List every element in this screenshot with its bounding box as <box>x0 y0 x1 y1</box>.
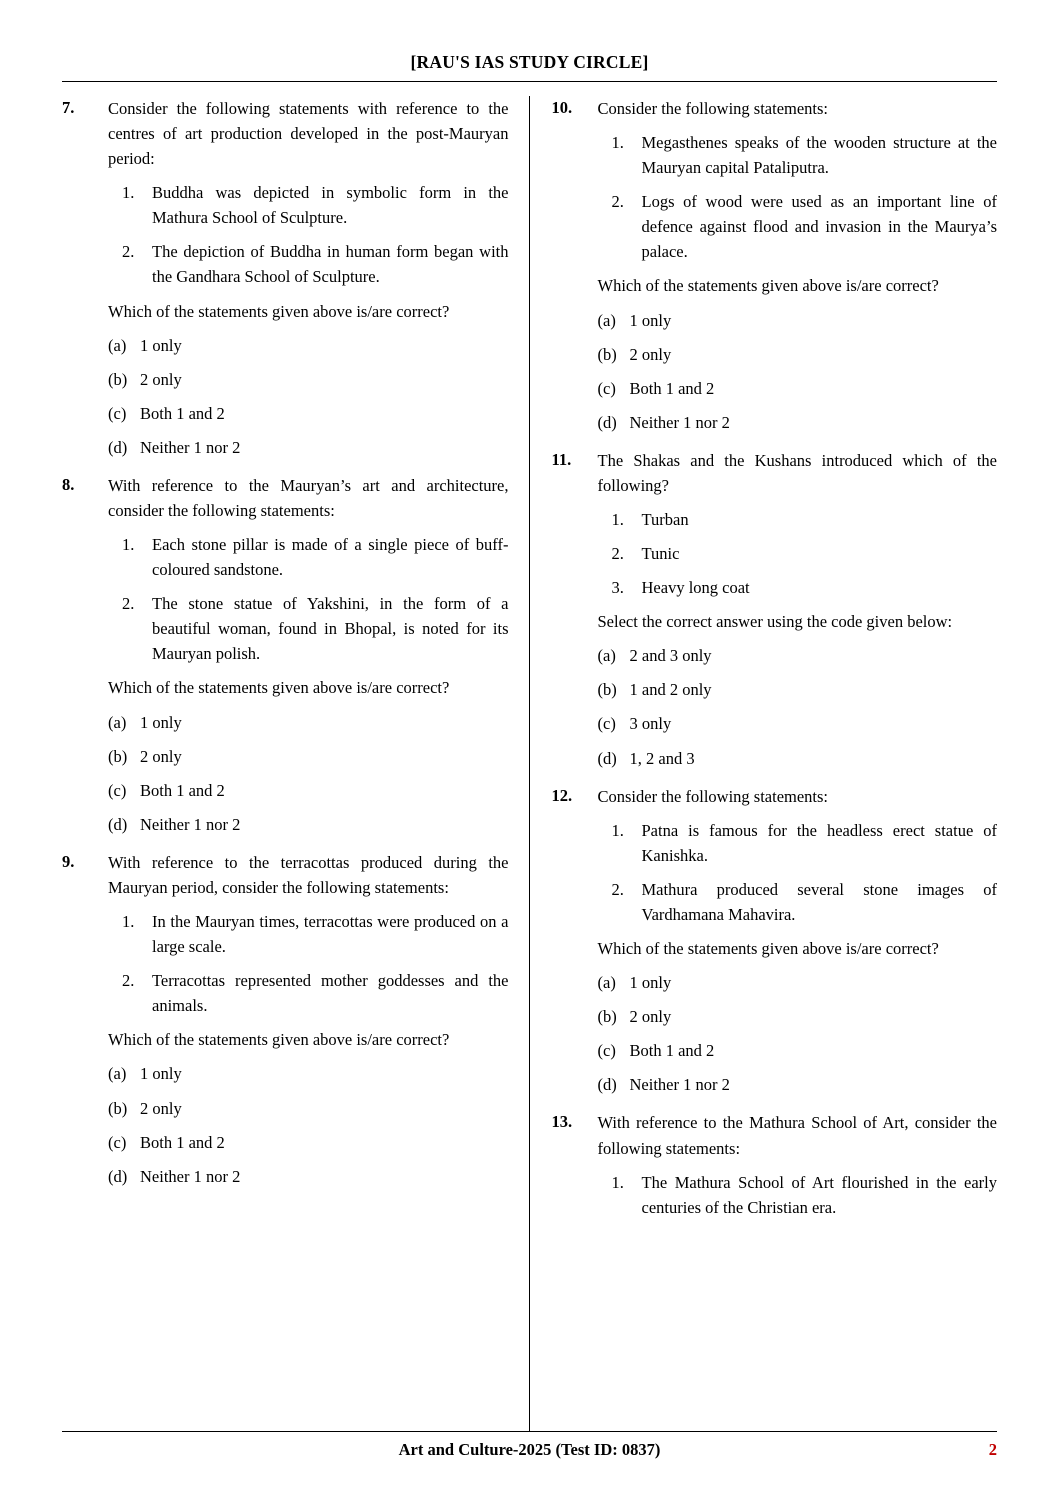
statement-number: 1. <box>611 820 624 840</box>
question-row <box>62 850 509 1198</box>
question-body <box>598 448 998 780</box>
option-text: 1 only <box>629 973 672 993</box>
option-key: (c) <box>108 1132 127 1152</box>
statement-number: 2. <box>611 192 624 212</box>
footer-page-number: 2 <box>988 1440 997 1459</box>
statement-text: Terracottas represented mother goddesses and the animals. <box>152 971 509 1016</box>
statement-number: 1. <box>611 510 624 530</box>
option-key: (d) <box>597 748 617 768</box>
statement-text: Each stone pillar is made of a single piece of buff-coloured sandstone. <box>152 535 509 580</box>
option-key: (b) <box>108 1098 128 1118</box>
option-text: Both 1 and 2 <box>629 378 715 398</box>
answer-option[interactable] <box>598 746 998 771</box>
question-block <box>552 448 998 780</box>
answer-option[interactable] <box>598 376 998 401</box>
question-stem: Consider the following statements: <box>597 99 829 118</box>
option-text: Neither 1 nor 2 <box>140 437 241 457</box>
question-number: 10. <box>551 98 573 117</box>
option-text: Both 1 and 2 <box>140 1132 225 1152</box>
question-block <box>62 473 509 846</box>
option-key: (b) <box>108 746 128 766</box>
option-key: (c) <box>108 780 127 800</box>
option-text: Both 1 and 2 <box>629 1041 715 1061</box>
question-row <box>552 784 998 1107</box>
option-key: (a) <box>108 1064 127 1084</box>
option-key: (c) <box>597 1041 616 1061</box>
statement-item <box>598 1170 998 1220</box>
option-text: 1 and 2 only <box>629 680 712 700</box>
option-key: (a) <box>597 646 616 666</box>
statement-item <box>108 909 509 959</box>
statement-item <box>108 239 509 289</box>
answer-option[interactable] <box>598 1038 998 1063</box>
question-directive: Which of the statements given above is/are correct? <box>108 678 450 698</box>
question-block <box>552 1110 998 1228</box>
question-body <box>598 1110 998 1228</box>
statement-item <box>598 130 998 180</box>
question-number: 12. <box>551 785 573 805</box>
statement-text: Turban <box>641 510 689 530</box>
footer-title: Art and Culture-2025 (Test ID: 0837) <box>398 1440 661 1459</box>
option-key: (b) <box>597 1007 617 1027</box>
statement-text: Mathura produced several stone images of Vardhamana Mahavira. <box>641 879 997 924</box>
question-number: 13. <box>551 1112 573 1132</box>
option-key: (c) <box>108 403 127 423</box>
statement-text: Tunic <box>641 544 680 564</box>
answer-option[interactable] <box>598 1004 998 1029</box>
question-directive: Which of the statements given above is/are correct? <box>108 301 450 321</box>
statement-number: 1. <box>122 183 135 203</box>
question-stem: Consider the following statements with reference to the centres of art production developed in the post-Mauryan period: <box>108 99 509 169</box>
option-key: (b) <box>597 344 617 364</box>
statement-item <box>598 877 998 927</box>
question-directive: Select the correct answer using the code given below: <box>597 612 953 632</box>
statement-item <box>108 591 509 666</box>
statement-item <box>598 507 998 532</box>
option-key: (a) <box>108 335 127 355</box>
option-key: (a) <box>597 310 616 330</box>
question-body <box>108 473 509 846</box>
option-key: (d) <box>108 814 128 834</box>
statement-number: 2. <box>611 544 624 564</box>
option-text: Neither 1 nor 2 <box>140 814 241 834</box>
question-block <box>62 850 509 1198</box>
option-text: Neither 1 nor 2 <box>629 412 730 432</box>
answer-option[interactable] <box>108 1061 509 1086</box>
statement-text: Megasthenes speaks of the wooden structure at the Mauryan capital Pataliputra. <box>641 133 997 178</box>
statement-text: The stone statue of Yakshini, in the form of a beautiful woman, found in Bhopal, is noted for its Mauryan polish. <box>152 594 509 664</box>
answer-option[interactable] <box>598 711 998 736</box>
answer-option[interactable] <box>598 410 998 435</box>
question-block <box>552 96 998 444</box>
statement-number: 2. <box>611 879 624 899</box>
question-stem: Consider the following statements: <box>597 786 829 806</box>
option-text: 2 only <box>140 746 182 766</box>
question-number: 9. <box>62 851 75 871</box>
question-row <box>552 1110 998 1228</box>
statement-item <box>598 818 998 868</box>
statement-item <box>598 189 998 264</box>
answer-option[interactable] <box>108 1096 509 1121</box>
option-text: 1 only <box>629 310 672 330</box>
answer-option[interactable] <box>108 1130 509 1155</box>
question-number: 8. <box>62 474 75 494</box>
statement-item <box>598 575 998 600</box>
answer-option[interactable] <box>108 710 509 735</box>
question-number: 11. <box>551 449 572 469</box>
statement-item <box>108 532 509 582</box>
option-text: 1 only <box>140 1064 182 1084</box>
option-key: (d) <box>597 1075 617 1095</box>
answer-option[interactable] <box>108 333 509 358</box>
statement-number: 1. <box>122 535 135 555</box>
page-header: [RAU'S IAS STUDY CIRCLE] <box>62 52 997 82</box>
option-key: (d) <box>108 1166 128 1186</box>
statement-number: 2. <box>122 594 135 614</box>
answer-option[interactable] <box>108 744 509 769</box>
statement-number: 3. <box>611 578 624 598</box>
answer-option[interactable] <box>598 1072 998 1097</box>
statement-item <box>108 968 509 1018</box>
question-stem: The Shakas and the Kushans introduced which of the following? <box>597 450 997 495</box>
statement-text: The depiction of Buddha in human form began with the Gandhara School of Sculpture. <box>152 242 509 287</box>
option-text: Both 1 and 2 <box>140 403 225 423</box>
answer-option[interactable] <box>108 401 509 426</box>
answer-option[interactable] <box>108 435 509 460</box>
column-left <box>62 96 530 1431</box>
question-row <box>62 96 509 469</box>
option-key: (d) <box>597 412 617 432</box>
answer-option[interactable] <box>108 1164 509 1189</box>
option-text: Neither 1 nor 2 <box>140 1166 241 1186</box>
answer-option[interactable] <box>108 812 509 837</box>
question-stem: With reference to the Mauryan’s art and architecture, consider the following statements: <box>108 475 509 521</box>
statement-item <box>598 541 998 566</box>
option-text: 1 only <box>140 335 182 355</box>
question-body <box>108 96 509 469</box>
option-text: 2 and 3 only <box>629 646 712 666</box>
statement-text: The Mathura School of Art flourished in the early centuries of the Christian era. <box>641 1172 997 1217</box>
question-number: 7. <box>62 98 75 117</box>
statement-item <box>108 180 509 230</box>
statement-text: Patna is famous for the headless erect statue of Kanishka. <box>641 820 997 865</box>
question-row <box>552 448 998 780</box>
option-text: Neither 1 nor 2 <box>629 1075 730 1095</box>
option-key: (a) <box>108 712 127 732</box>
question-block <box>552 784 998 1107</box>
option-text: 3 only <box>629 714 672 734</box>
statement-number: 1. <box>611 133 624 153</box>
question-columns <box>62 82 997 1431</box>
question-body <box>598 784 998 1107</box>
statement-number: 2. <box>122 971 135 991</box>
question-body <box>108 850 509 1198</box>
statement-text: In the Mauryan times, terracottas were produced on a large scale. <box>152 912 509 957</box>
option-text: 1, 2 and 3 <box>629 748 695 768</box>
question-body <box>598 96 998 444</box>
statement-number: 2. <box>122 242 135 262</box>
option-text: 2 only <box>140 1098 182 1118</box>
question-block <box>62 96 509 469</box>
question-row <box>62 473 509 846</box>
statement-text: Logs of wood were used as an important line of defence against flood and invasion in the Maurya’s palace. <box>641 192 997 262</box>
statement-number: 1. <box>122 912 135 932</box>
question-directive: Which of the statements given above is/are correct? <box>597 939 939 959</box>
option-key: (b) <box>108 369 128 389</box>
option-key: (c) <box>597 378 616 398</box>
answer-option[interactable] <box>598 677 998 702</box>
option-key: (b) <box>597 680 617 700</box>
statement-text: Heavy long coat <box>641 578 750 598</box>
option-text: Both 1 and 2 <box>140 780 225 800</box>
answer-option[interactable] <box>598 308 998 333</box>
option-text: 2 only <box>629 344 672 364</box>
page-footer <box>62 1431 997 1460</box>
option-key: (d) <box>108 437 128 457</box>
answer-option[interactable] <box>108 778 509 803</box>
column-right <box>530 96 998 1431</box>
question-directive: Which of the statements given above is/are correct? <box>108 1030 450 1050</box>
statement-text: Buddha was depicted in symbolic form in the Mathura School of Sculpture. <box>152 183 509 228</box>
option-text: 2 only <box>140 369 182 389</box>
answer-option[interactable] <box>598 643 998 668</box>
option-text: 1 only <box>140 712 182 732</box>
question-stem: With reference to the terracottas produced during the Mauryan period, consider the following statements: <box>108 852 509 897</box>
question-row <box>552 96 998 444</box>
option-key: (c) <box>597 714 616 734</box>
statement-number: 1. <box>611 1172 624 1192</box>
question-directive: Which of the statements given above is/are correct? <box>597 276 939 296</box>
option-key: (a) <box>597 973 616 993</box>
answer-option[interactable] <box>598 342 998 367</box>
question-stem: With reference to the Mathura School of Art, consider the following statements: <box>597 1113 997 1158</box>
option-text: 2 only <box>629 1007 672 1027</box>
answer-option[interactable] <box>598 970 998 995</box>
answer-option[interactable] <box>108 367 509 392</box>
